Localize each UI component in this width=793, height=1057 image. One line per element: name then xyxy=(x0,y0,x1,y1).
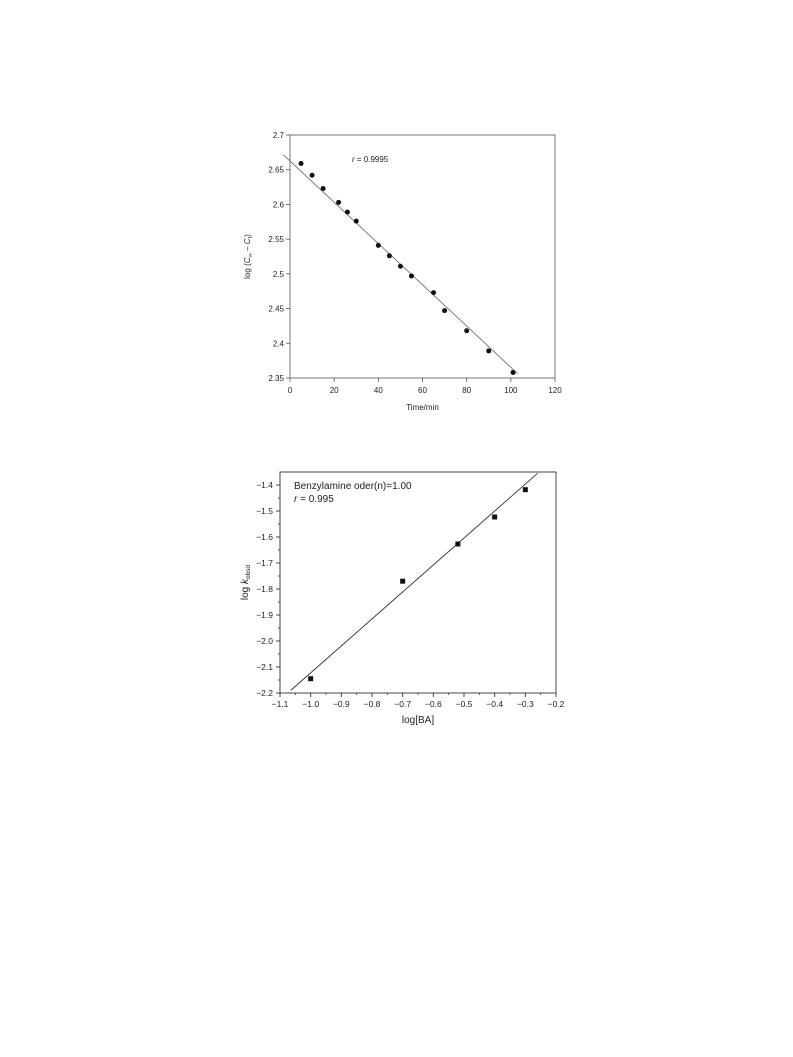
fit-line xyxy=(291,473,538,690)
data-point xyxy=(376,243,381,248)
data-point xyxy=(354,219,359,224)
data-point xyxy=(511,370,516,375)
x-tick-label: −0.9 xyxy=(332,699,350,709)
r-symbol: r xyxy=(294,494,298,505)
x-tick-label: −0.8 xyxy=(363,699,381,709)
y-tick-label: −1.9 xyxy=(256,610,273,620)
time-chart xyxy=(0,110,793,435)
y-label-prefix: log xyxy=(240,583,251,601)
y-tick-label: −1.4 xyxy=(256,480,273,490)
y-tick-label: −1.7 xyxy=(256,558,273,568)
x-tick-label: 20 xyxy=(329,386,339,395)
y-tick-label: 2.5 xyxy=(272,269,284,279)
r-symbol: r xyxy=(352,155,355,164)
x-tick-label: 40 xyxy=(373,386,383,395)
r-annotation xyxy=(294,494,334,505)
y-label-c2: C xyxy=(243,238,252,245)
plot-frame xyxy=(290,135,555,378)
y-tick-label: −1.6 xyxy=(256,532,273,542)
y-label-prefix: log ( xyxy=(243,263,252,279)
y-tick-label: −2.2 xyxy=(256,688,273,698)
y-tick-label: 2.55 xyxy=(268,235,284,245)
y-tick-label: 2.6 xyxy=(272,200,284,210)
data-point xyxy=(431,290,436,295)
x-tick-label: −0.4 xyxy=(486,699,504,709)
y-label-sub2: t xyxy=(248,236,254,239)
data-point xyxy=(336,200,341,205)
y-label-k: k xyxy=(240,578,251,584)
data-point xyxy=(442,308,447,313)
data-point xyxy=(492,514,497,519)
y-tick-label: 2.65 xyxy=(268,165,284,175)
y-tick-label: 2.35 xyxy=(268,374,284,383)
x-axis-label: log[BA] xyxy=(401,715,435,726)
data-point xyxy=(299,161,304,166)
order-chart xyxy=(0,460,793,755)
y-axis-label xyxy=(240,565,252,601)
y-tick-label: 2.4 xyxy=(272,339,284,349)
y-tick-label: 2.45 xyxy=(268,304,284,314)
plot-frame xyxy=(280,472,556,693)
y-label-suffix: ) xyxy=(243,234,252,237)
x-tick-label: −0.7 xyxy=(394,699,412,709)
x-tick-label: −0.2 xyxy=(547,699,565,709)
data-point xyxy=(455,542,460,547)
r-value: = 0.9995 xyxy=(354,155,389,164)
x-tick-label: 80 xyxy=(462,386,472,395)
x-tick-label: 60 xyxy=(418,386,427,395)
y-tick-label: −2.0 xyxy=(256,636,273,646)
y-label-c1: C xyxy=(243,257,252,264)
data-point xyxy=(400,579,405,584)
time-chart-svg xyxy=(0,110,793,430)
data-point xyxy=(464,328,469,333)
y-label-sub1: ∞ xyxy=(248,253,254,258)
x-tick-label: −0.6 xyxy=(424,699,442,709)
order-chart-svg xyxy=(0,460,793,750)
y-label-dash: – xyxy=(243,244,252,254)
x-tick-label: 0 xyxy=(287,386,293,395)
y-tick-label: −2.1 xyxy=(256,662,273,672)
data-point xyxy=(523,487,528,492)
x-axis-label: Time/min xyxy=(406,403,439,412)
r-value: = 0.995 xyxy=(297,494,334,505)
x-tick-label: −0.3 xyxy=(516,699,534,709)
order-annotation: Benzylamine oder(n)=1.00 xyxy=(294,481,412,492)
y-tick-label: −1.8 xyxy=(256,584,273,594)
x-tick-label: −1.0 xyxy=(302,699,320,709)
r-annotation xyxy=(352,155,389,164)
data-point xyxy=(486,348,491,353)
x-tick-label: −1.1 xyxy=(271,699,289,709)
data-point xyxy=(398,264,403,269)
data-point xyxy=(345,210,350,215)
x-tick-label: −0.5 xyxy=(455,699,473,709)
y-label-sub: obsd xyxy=(245,564,252,579)
data-point xyxy=(321,186,326,191)
data-point xyxy=(308,676,313,681)
y-axis-label xyxy=(243,234,254,279)
y-tick-label: −1.5 xyxy=(256,506,273,516)
data-point xyxy=(310,173,315,178)
data-point xyxy=(387,253,392,258)
data-point xyxy=(409,273,414,278)
y-tick-label: 2.7 xyxy=(272,131,284,140)
x-tick-label: 120 xyxy=(548,386,562,395)
x-tick-label: 100 xyxy=(504,386,518,395)
